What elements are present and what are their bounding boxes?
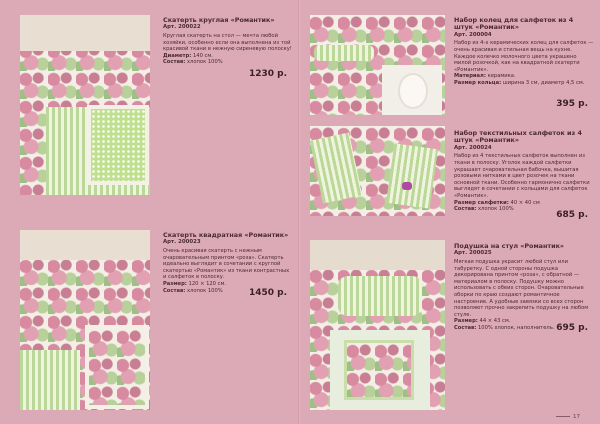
product-chair-cushion — [454, 243, 594, 332]
product-description: Мягкая подушка украсит любой стул или табуретку. С одной стороны подушка декорирована принтом «роза», с обратной — материалом в полоску. Подушку можно использовать с обеих сторон. Очаровательные оборки по краю создают романтичное настроение. А удобные завязки со всех сторон позволяют прочно закрепить подушку на любом стуле. — [454, 259, 589, 318]
product-title: Скатерть круглая «Романтик» — [163, 16, 275, 24]
right-page — [300, 0, 600, 424]
spec-row: Размер: 120 × 120 см. — [163, 280, 227, 287]
product-round-tablecloth — [163, 16, 293, 79]
product-article: Арт. 200022 — [163, 24, 201, 31]
page-number-rule — [556, 416, 570, 417]
spec-row: Размер: 44 × 43 см. — [454, 318, 511, 325]
product-title: Набор колец для салфеток из 4 штук «Романтик» — [454, 16, 574, 32]
product-price: 695 р. — [556, 323, 588, 333]
product-description: Набор из 4 текстильных салфеток выполнен из ткани в полоску. Уголок каждой салфетки украшает очаровательная бабочка, вышитая розовыми нитками в цвет розочек на ткани основной ткани. Особенно гармонично салфетки выглядят в сочетании с кольцами для салфеток «Романтик». — [454, 153, 590, 199]
product-article: Арт. 200025 — [454, 250, 492, 257]
product-title: Набор текстильных салфеток из 4 штук «Романтик» — [454, 129, 582, 145]
spec-row: Состав: хлопок 100% — [163, 287, 223, 294]
spec-row: Материал: керамика. — [454, 73, 516, 80]
textile-napkins-photo — [310, 126, 445, 216]
spec-row: Состав: хлопок 100% — [163, 59, 223, 66]
spec-row: Размер салфетки: 40 × 40 см — [454, 199, 540, 206]
square-tablecloth-detail — [85, 325, 149, 409]
product-description: Очень красивая скатерть с нежным очаровательным принтом «роза». Скатерть идеально выглядит в сочетании с круглой скатертью «Романтик» из ткани контрастных и салфеток в полоску. — [163, 248, 290, 281]
product-napkin-rings — [454, 16, 594, 109]
product-price: 1450 р. — [248, 288, 287, 298]
spec-row: Размер кольца: ширина 3 см, диаметр 4,5 см. — [454, 79, 585, 86]
product-price: 395 р. — [556, 99, 588, 109]
product-title: Подушка на стул «Романтик» — [454, 242, 565, 250]
product-square-tablecloth — [163, 231, 293, 298]
product-description: Круглая скатерть на стол — мечта любой хозяйки, особенно если она выполнена из той красивой ткани в нежную сиреневую полоску! — [163, 33, 292, 53]
spec-row: Диаметр: 140 см. — [163, 52, 213, 59]
product-article: Арт. 200023 — [163, 239, 201, 246]
chair-cushion-photo — [310, 240, 445, 410]
product-title: Скатерть квадратная «Романтик» — [163, 231, 289, 239]
product-description: Набор из 4-х керамических колец для салфеток — очень красивая и стильная вещь на кухне. Каждое колечко молочного цвета украшено милой розочкой, как на квадратной скатерти «Романтик». — [454, 40, 594, 73]
page-number: 17 — [573, 414, 580, 420]
product-article: Арт. 200004 — [454, 31, 492, 38]
spec-row: Состав: 100% хлопок, наполнитель. — [454, 324, 555, 331]
spec-row: Состав: хлопок 100% — [454, 206, 514, 213]
round-tablecloth-detail — [87, 105, 149, 185]
napkin-rings-photo — [310, 15, 445, 115]
product-article: Арт. 200024 — [454, 144, 492, 151]
product-price: 685 р. — [556, 210, 588, 220]
product-textile-napkins — [454, 129, 594, 220]
product-price: 1230 р. — [248, 69, 287, 79]
